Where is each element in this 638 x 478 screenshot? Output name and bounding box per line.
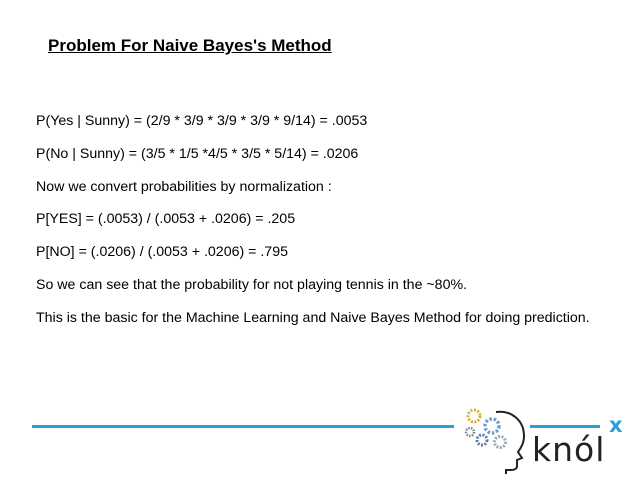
slide-title: Problem For Naive Bayes's Method: [48, 36, 332, 55]
knolx-logo-text: knól: [532, 430, 606, 469]
content-line: This is the basic for the Machine Learning and Naive Bayes Method for doing prediction.: [36, 309, 590, 326]
content-line: Now we convert probabilities by normalization :: [36, 178, 332, 195]
content-line: P(Yes | Sunny) = (2/9 * 3/9 * 3/9 * 3/9 * 9/14) = .0053: [36, 113, 368, 129]
content-line: P[YES] = (.0053) / (.0053 + .0206) = .205: [36, 211, 296, 228]
footer-divider-left: [32, 425, 454, 428]
footer-divider-right: [530, 425, 600, 428]
slide-content: [36, 111, 626, 341]
knolx-logo-x: x: [609, 413, 623, 437]
content-line: So we can see that the probability for not playing tennis in the ~80%.: [36, 276, 468, 293]
content-line: P[NO] = (.0206) / (.0053 + .0206) = .795: [36, 244, 288, 261]
content-line: P(No | Sunny) = (3/5 * 1/5 *4/5 * 3/5 * 5/14) = .0206: [36, 145, 359, 162]
head-gears-icon: [456, 404, 532, 474]
